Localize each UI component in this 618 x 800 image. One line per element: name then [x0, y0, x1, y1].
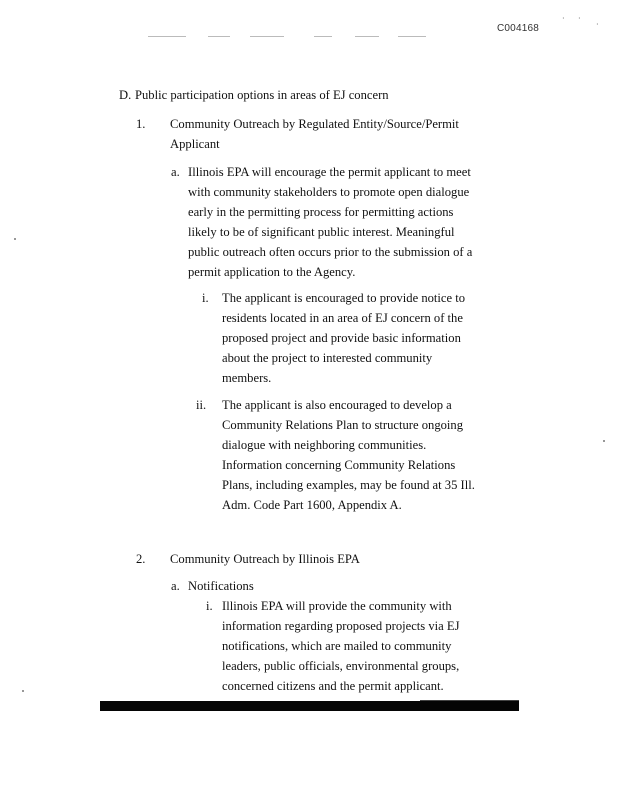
item-1a-i-label: i. — [202, 291, 209, 305]
item-2a-i-line: concerned citizens and the permit applicant. — [222, 679, 444, 693]
item-2a-label: a. — [171, 579, 180, 593]
item-1a-i-line: residents located in an area of EJ concern of the — [222, 311, 463, 325]
scan-artifact-line — [355, 36, 379, 37]
item-2-number: 2. — [136, 552, 146, 566]
item-1a-ii-line: Plans, including examples, may be found at 35 Ill. — [222, 478, 475, 492]
scan-speck: · — [596, 20, 599, 29]
scan-speck — [603, 440, 605, 442]
item-1a-line: Illinois EPA will encourage the permit applicant to meet — [188, 165, 471, 179]
scan-artifact-line — [398, 36, 426, 37]
item-1a-line: permit application to the Agency. — [188, 265, 356, 279]
item-1-number: 1. — [136, 117, 146, 131]
scan-speck: · — [578, 14, 581, 23]
redaction-bar — [100, 701, 519, 711]
scan-artifact-line — [314, 36, 332, 37]
item-2a-i-line: information regarding proposed projects via EJ — [222, 619, 460, 633]
item-1a-label: a. — [171, 165, 180, 179]
item-2a-heading: Notifications — [188, 579, 254, 593]
item-2a-i-line: Illinois EPA will provide the community with — [222, 599, 452, 613]
item-1a-i-line: The applicant is encouraged to provide notice to — [222, 291, 466, 305]
item-1a-ii-label: ii. — [196, 398, 207, 412]
scan-artifact-line — [250, 36, 284, 37]
section-heading: Public participation options in areas of EJ concern — [135, 88, 389, 102]
section-label: D. — [119, 88, 132, 102]
item-1a-line: early in the permitting process for permitting actions — [188, 205, 454, 219]
scan-speck — [14, 238, 16, 240]
item-1a-ii-line: The applicant is also encouraged to develop a — [222, 398, 452, 412]
scan-speck: · — [562, 14, 565, 23]
item-1-heading-line: Community Outreach by Regulated Entity/Source/Permit — [170, 117, 459, 131]
scan-artifact-line — [148, 36, 186, 37]
item-1a-i-line: proposed project and provide basic information — [222, 331, 461, 345]
item-2a-i-line: leaders, public officials, environmental groups, — [222, 659, 460, 673]
item-1a-ii-line: Information concerning Community Relations — [222, 458, 456, 472]
item-2a-i-line: notifications, which are mailed to community — [222, 639, 452, 653]
item-1a-ii-line: dialogue with neighboring communities. — [222, 438, 427, 452]
item-2-heading: Community Outreach by Illinois EPA — [170, 552, 360, 566]
item-2a-i-label: i. — [206, 599, 213, 613]
item-1a-line: with community stakeholders to promote open dialogue — [188, 185, 470, 199]
scan-artifact-line — [208, 36, 230, 37]
item-1a-ii-line: Adm. Code Part 1600, Appendix A. — [222, 498, 402, 512]
document-id: C004168 — [497, 23, 539, 34]
item-1a-line: likely to be of significant public interest. Meaningful — [188, 225, 455, 239]
item-1-heading-line: Applicant — [170, 137, 220, 151]
item-1a-line: public outreach often occurs prior to the submission of a — [188, 245, 473, 259]
scan-speck — [22, 690, 24, 692]
item-1a-ii-line: Community Relations Plan to structure ongoing — [222, 418, 464, 432]
item-1a-i-line: about the project to interested community — [222, 351, 433, 365]
item-1a-i-line: members. — [222, 371, 272, 385]
